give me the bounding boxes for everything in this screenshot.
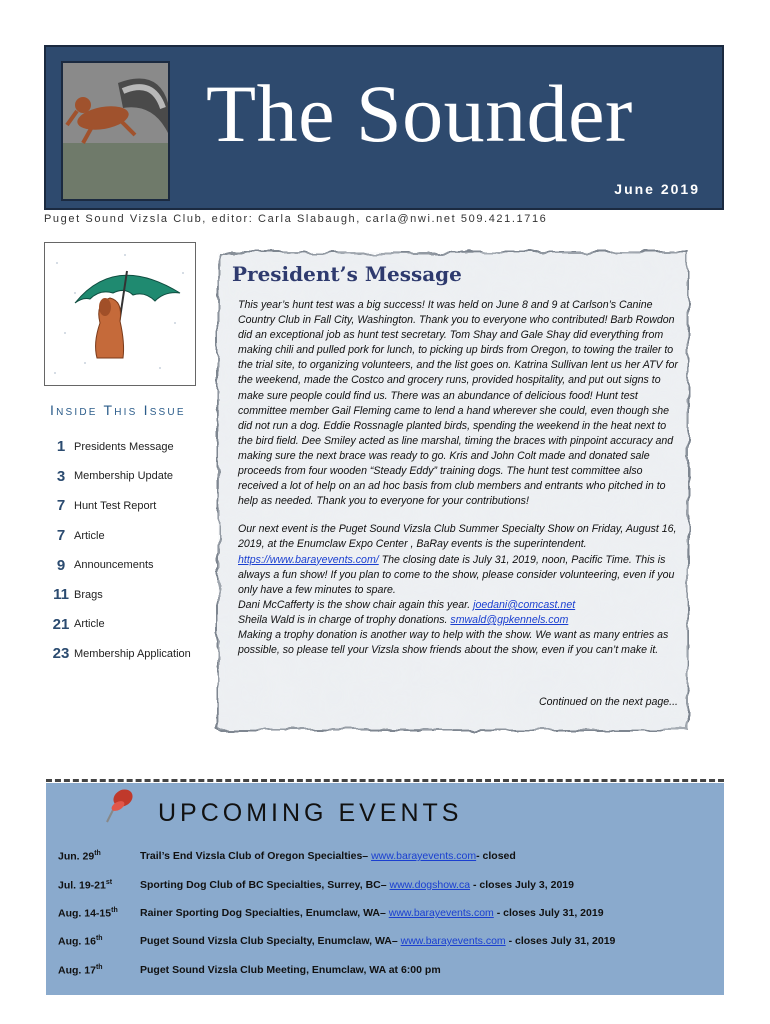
- toc-item[interactable]: 23 Membership Application: [52, 645, 191, 663]
- event-date: Aug. 16th: [58, 935, 103, 948]
- toc-item[interactable]: 3 Membership Update: [56, 467, 174, 485]
- event-description: Trail’s End Vizsla Club of Oregon Specialties– www.barayevents.com- closed: [140, 850, 516, 862]
- event-date: Aug. 14-15th: [58, 907, 118, 920]
- pm-paragraph: Our next event is the Puget Sound Vizsla Club Summer Specialty Show on Friday, August 16, 2019, at the Enumclaw Expo Center , BaRay events is the superintendent. https://www.barayevents.com/ The closing date is July 31, 2019, noon, Pacific Time. This is always a fun show! If you plan to come to the show, please consider volunteering, even if you only have a few minutes to spare.: [238, 523, 677, 596]
- toc-label: Hunt Test Report: [74, 499, 157, 512]
- pm-paragraph: Making a trophy donation is another way to help with the show. We want as many entries as possible, so please tell your Vizsla show friends about the show, even if you can’t make it.: [238, 628, 669, 657]
- toc-label: Membership Update: [74, 470, 174, 483]
- toc-label: Article: [74, 618, 105, 631]
- event-date: Aug. 17th: [58, 964, 103, 977]
- masthead: [44, 45, 724, 210]
- event-link[interactable]: www.barayevents.com: [388, 907, 494, 919]
- event-row: [58, 964, 718, 984]
- event-date: Jun. 29th: [58, 850, 101, 863]
- presidents-message-title: President’s Message: [232, 262, 462, 286]
- show-chair-email-link[interactable]: joedani@comcast.net: [473, 598, 576, 611]
- toc-label: Announcements: [74, 559, 154, 572]
- upcoming-events-title: UPCOMING EVENTS: [158, 799, 463, 827]
- toc-label: Membership Application: [74, 647, 191, 660]
- vizsla-photo: [61, 61, 170, 201]
- event-row: [58, 935, 718, 955]
- toc-label: Brags: [74, 588, 103, 601]
- toc-item[interactable]: 11 Brags: [53, 586, 103, 604]
- event-link[interactable]: www.barayevents.com: [371, 850, 477, 862]
- event-row: [58, 907, 718, 927]
- event-description: Sporting Dog Club of BC Specialties, Surrey, BC– www.dogshow.ca - closes July 3, 2019: [140, 879, 574, 891]
- continued-note: Continued on the next page...: [538, 696, 678, 708]
- section-divider: [46, 779, 724, 782]
- toc-item[interactable]: 21 Article: [52, 615, 105, 633]
- pm-paragraph: Dani McCafferty is the show chair again this year. joedani@comcast.net: [238, 598, 576, 611]
- event-link[interactable]: www.dogshow.ca: [389, 879, 471, 891]
- issue-date: June 2019: [614, 181, 700, 197]
- toc-label: Article: [74, 529, 105, 542]
- pm-paragraph: This year’s hunt test was a big success! It was held on June 8 and 9 at Carlson’s Canine Country Club in Fall City, Washington. Thank you to everyone who contributed! Barb Rowdon did an exceptional job as hunt test secretary. Tom Shay and Gale Shay did everything from making chili and pulled pork for lunch, to picking up birds from Oregon, to towing the trailer to the trial site, to organizing volunteers, and the list goes on. Katrina Sullivan lent us her ATV for the weekend, made the Costco and grocery runs, provided hospitality, and put out signs to make sure people could find us. There was an abundance of delicious food! Hunt test committee member Gail Fleming came to lend a hand wherever she could, even though she did not run a dog. Eddie Rossnagle planted birds, spending the weekend in the heat next to the bird field. Dee Smiley acted as line marshal, timing the braces with pinpoint accuracy and making sure the next brace was ready to go. Kris and John Colt made and donated sale proceeds from four wooden “Steady Eddy” training dogs. The hunt test committee also received a lot of help on an ad hoc basis from club members and entrants who pitched in to help as needed. Thank you to everyone for your contributions!: [238, 299, 678, 508]
- pushpin-icon: [104, 784, 136, 824]
- toc-item[interactable]: 7 Hunt Test Report: [56, 497, 157, 515]
- umbrella-dog-clipart: [44, 242, 196, 386]
- presidents-message-body: [238, 298, 678, 658]
- event-description: Puget Sound Vizsla Club Specialty, Enumclaw, WA– www.barayevents.com - closes July 31, 2019: [140, 935, 616, 947]
- newsletter-title: The Sounder: [206, 68, 633, 159]
- trophy-email-link[interactable]: smwald@gpkennels.com: [450, 613, 569, 626]
- event-row: [58, 850, 718, 870]
- event-description: Puget Sound Vizsla Club Meeting, Enumclaw, WA at 6:00 pm: [140, 964, 441, 976]
- event-description: Rainer Sporting Dog Specialties, Enumclaw, WA– www.barayevents.com - closes July 31, 2019: [140, 907, 604, 919]
- pm-paragraph: Sheila Wald is in charge of trophy donations. smwald@gpkennels.com: [238, 613, 569, 626]
- editor-line: Puget Sound Vizsla Club, editor: Carla Slabaugh, carla@nwi.net 509.421.1716: [44, 213, 548, 225]
- baray-link[interactable]: https://www.barayevents.com/: [238, 553, 379, 566]
- toc-label: Presidents Message: [74, 440, 174, 453]
- table-of-contents: [48, 432, 203, 669]
- inside-this-issue-heading: Inside This Issue: [50, 402, 186, 418]
- event-link[interactable]: www.barayevents.com: [400, 935, 506, 947]
- toc-item[interactable]: 1 Presidents Message: [56, 438, 174, 456]
- toc-item[interactable]: 7 Article: [56, 527, 105, 545]
- event-row: [58, 879, 718, 899]
- event-date: Jul. 19-21st: [58, 879, 113, 892]
- toc-item[interactable]: 9 Announcements: [56, 556, 154, 574]
